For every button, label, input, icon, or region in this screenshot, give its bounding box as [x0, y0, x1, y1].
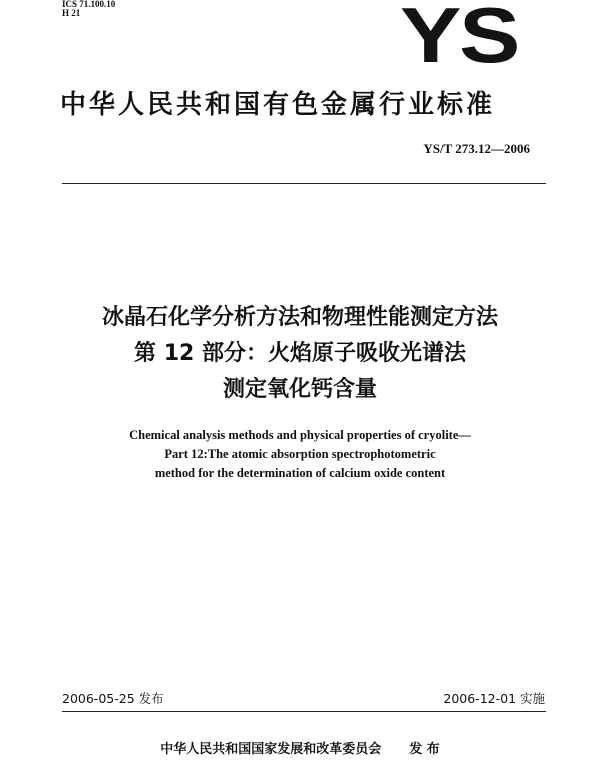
implementation-date: 2006-12-01 实施 [443, 691, 545, 706]
english-title [80, 426, 520, 483]
publisher-name: 中华人民共和国国家发展和改革委员会 [160, 742, 382, 757]
bottom-divider [62, 711, 546, 712]
english-title-line-3: method for the determination of calcium oxide content [154, 466, 446, 480]
chinese-title-line-2: 第 12 部分：火焰原子吸收光谱法 [134, 341, 466, 366]
top-divider [62, 183, 546, 184]
chinese-title [50, 300, 550, 408]
category-code: H 21 [62, 8, 81, 18]
publisher-line [60, 738, 540, 757]
ys-logo: YS [400, 0, 519, 79]
publisher-action: 发 布 [409, 742, 440, 757]
standard-org-title: 中华人民共和国有色金属行业标准 [60, 90, 496, 120]
ics-code: ICS 71.100.10 [62, 0, 116, 9]
chinese-title-line-3: 测定氧化钙含量 [222, 377, 377, 402]
english-title-line-1: Chemical analysis methods and physical properties of cryolite— [129, 428, 471, 442]
standard-code: YS/T 273.12—2006 [423, 141, 530, 156]
english-title-line-2: Part 12:The atomic absorption spectrophotometric [164, 447, 436, 461]
classification-codes [62, 0, 115, 18]
chinese-title-line-1: 冰晶石化学分析方法和物理性能测定方法 [101, 305, 498, 330]
issue-date: 2006-05-25 发布 [62, 691, 164, 706]
